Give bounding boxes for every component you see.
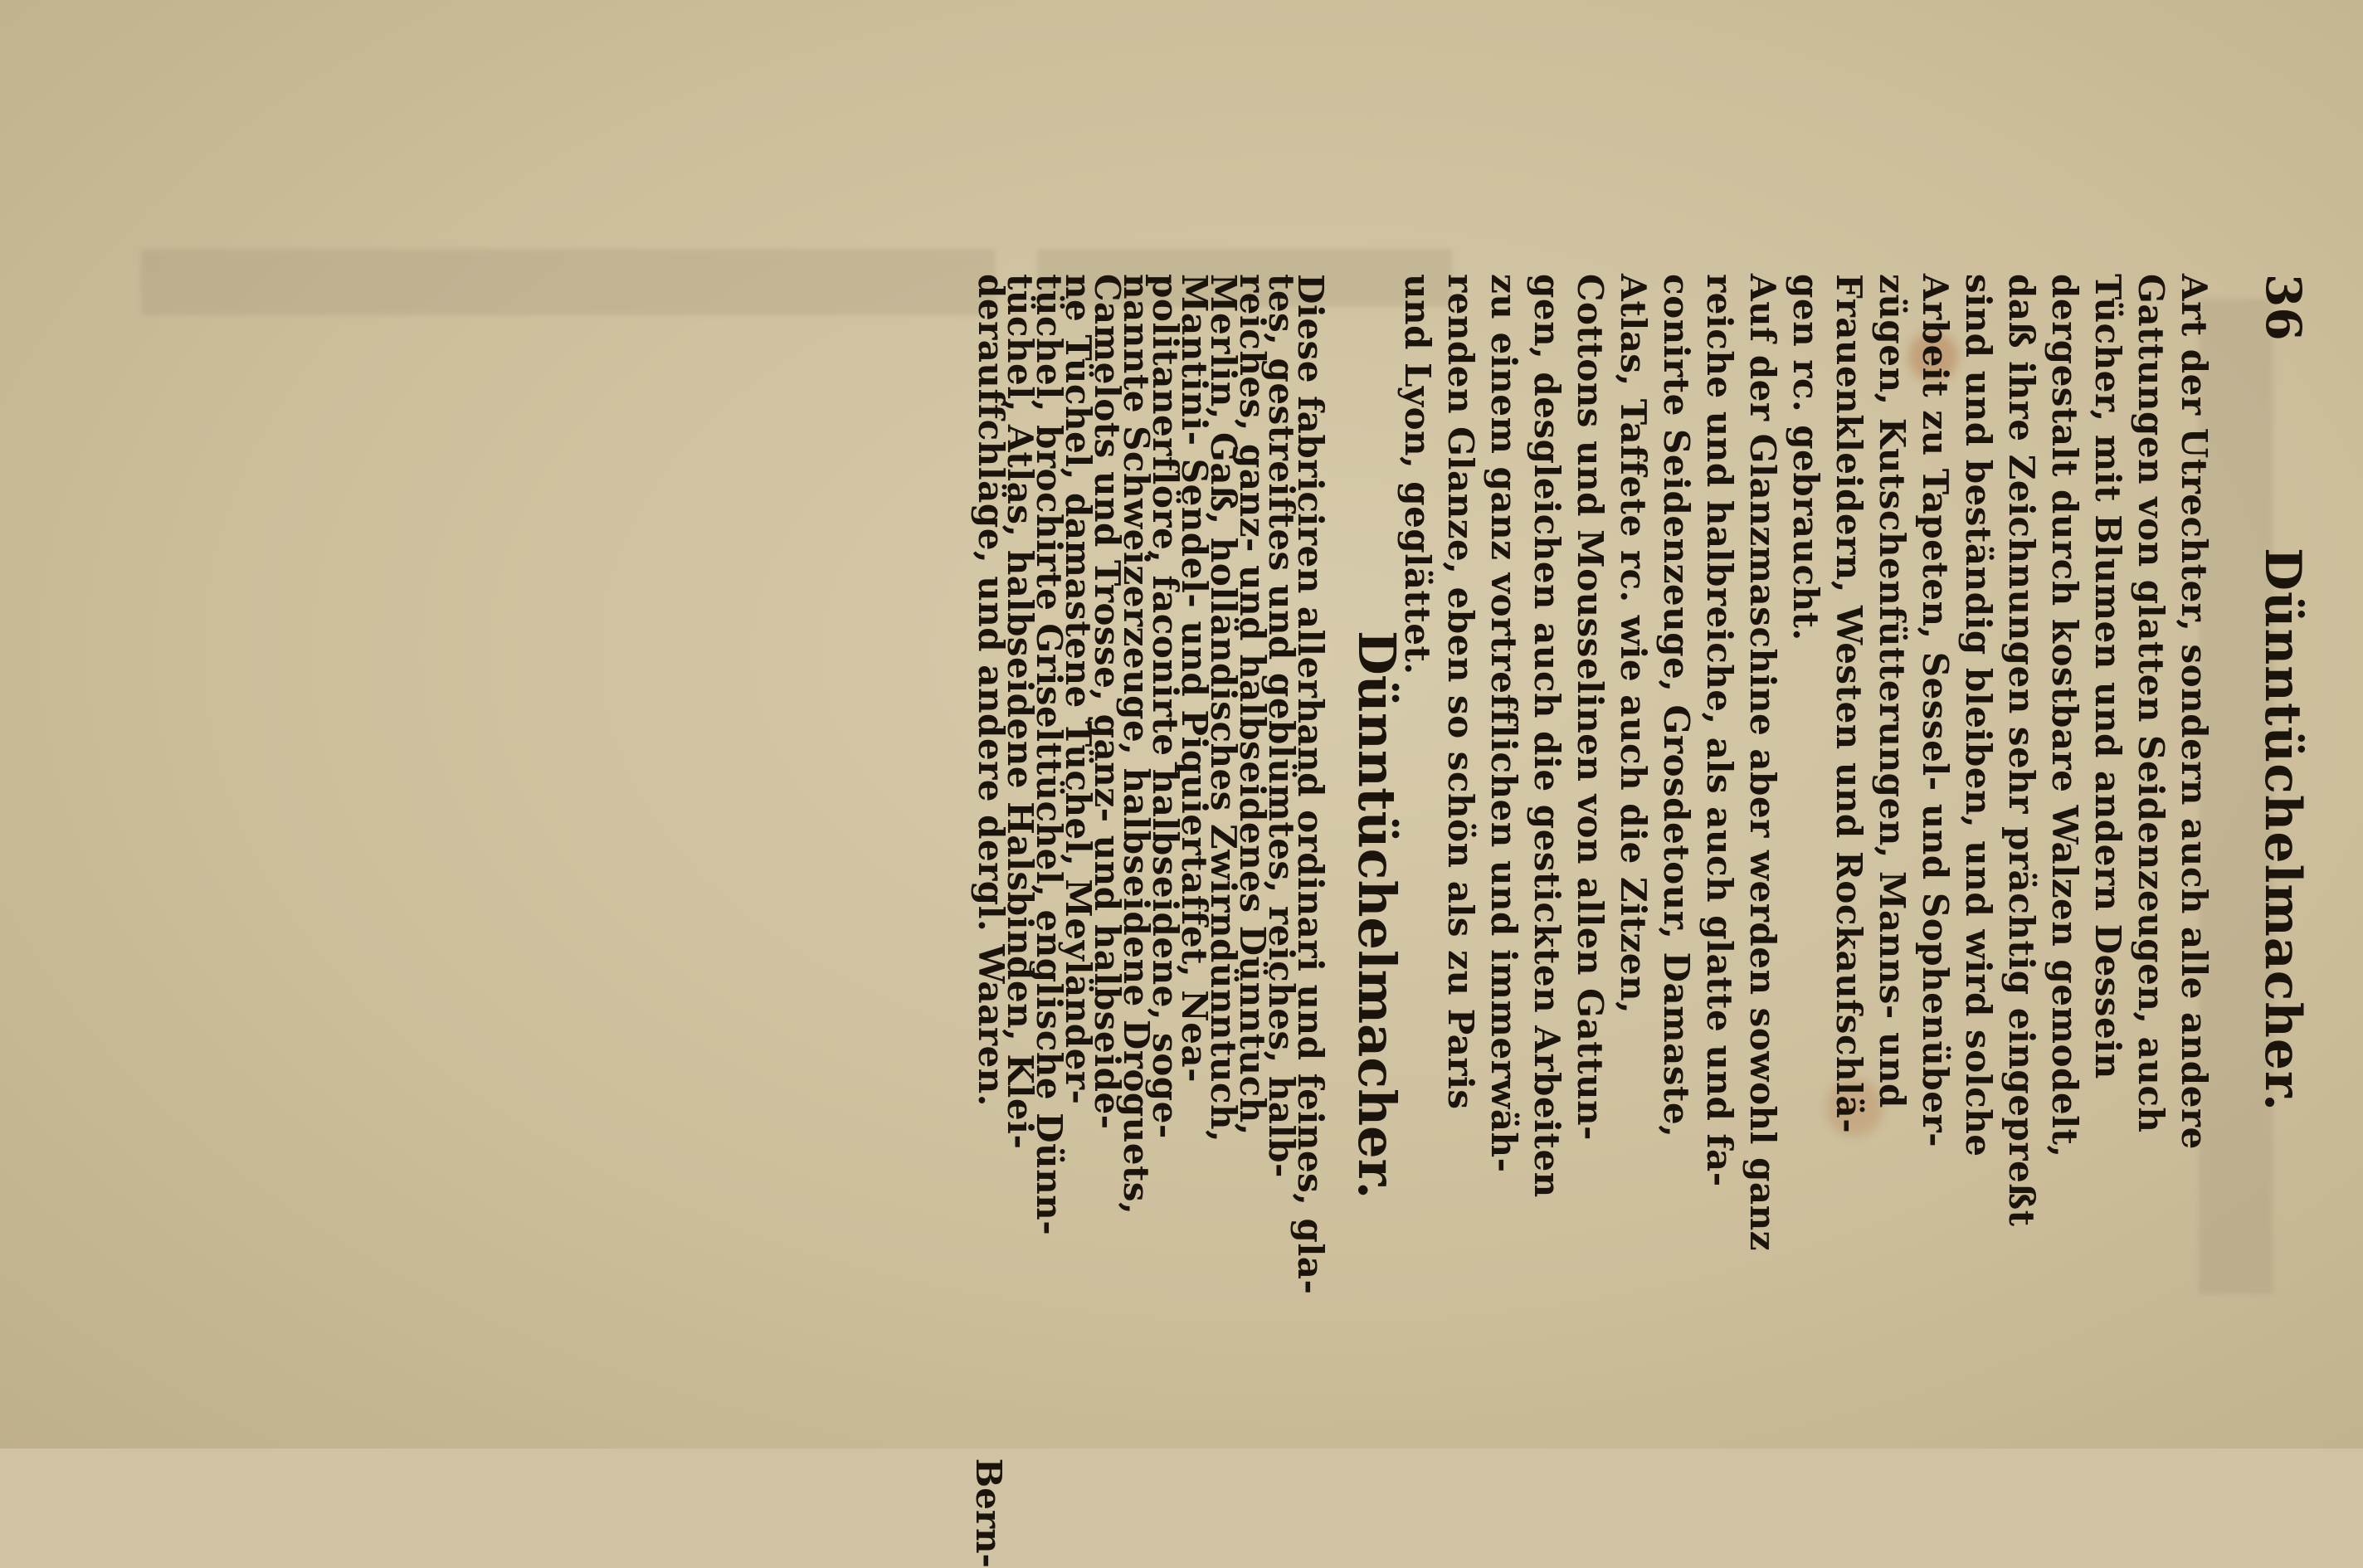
text-line: zügen, Kutschenfütterungen, Manns- und xyxy=(1872,274,1912,1108)
text-line: Merlin, Gaß, holländisches Zwirndünntuch, xyxy=(1203,274,1244,1143)
text-line: Diese fabriciren allerhand ordinari und feines, gla- xyxy=(1290,274,1331,1295)
text-line: Tücher, mit Blumen und andern Dessein xyxy=(2088,274,2128,1079)
text-line: daß ihre Zeichnungen sehr prächtig eingepreßt xyxy=(2001,274,2042,1227)
text-line: tüchel, brochirte Griselttüchel, englische Dünn- xyxy=(1029,274,1069,1236)
running-head: Dünntüchelmacher. xyxy=(2253,548,2312,1113)
text-line: Atlas, Taffete rc. wie auch die Zitzen, xyxy=(1613,274,1654,1015)
text-line: conirte Seidenzeuge, Grosdetour, Damaste, xyxy=(1656,274,1697,1138)
bleed-through-mark xyxy=(141,249,996,315)
rotated-text-block xyxy=(967,274,2312,1568)
text-line: tüchel, Atlas, halbseidene Halsbinden, Klei- xyxy=(1000,274,1040,1150)
text-line: gen, desgleichen auch die gestickten Arbeiten xyxy=(1527,274,1567,1198)
text-line: nannte Schweizerzeuge, halbseidene Droguets, xyxy=(1116,274,1157,1215)
text-line: Auf der Glanzmaschine aber werden sowohl ganz xyxy=(1742,274,1783,1252)
text-line: zu einem ganz vortrefflichen und immerwäh- xyxy=(1484,274,1524,1173)
text-line: renden Glanze, eben so schön als zu Paris xyxy=(1440,274,1481,1110)
page-header xyxy=(2245,274,2312,1568)
catchword: Bern- xyxy=(968,1458,1009,1568)
text-line: Camelots und Trosse, ganz- und halbseide- xyxy=(1087,274,1128,1130)
page-number: 36 xyxy=(2255,274,2312,341)
text-line: reiches, ganz- und halbseidenes Dünntuch, xyxy=(1232,274,1273,1136)
text-line: ne Tüchel, damastene Tüchel, Meyländer- xyxy=(1058,274,1099,1105)
text-line: Mantini- Sendel- und Piquiertaffet, Nea- xyxy=(1174,274,1215,1083)
text-line: derauffchläge, und andere dergl. Waaren. xyxy=(971,274,1011,1107)
text-line: Gattungen von glatten Seidenzeugen, auch xyxy=(2131,274,2171,1133)
text-line: Cottons und Mousselinen von allen Gattun- xyxy=(1570,274,1610,1141)
text-line: dergestalt durch kostbare Walzen gemodelt, xyxy=(2044,274,2085,1158)
text-line: reiche und halbreiche, als auch glatte und fa- xyxy=(1699,274,1740,1187)
text-line: gen rc. gebraucht. xyxy=(1786,274,1826,641)
text-line: sind und beständig bleiben, und wird solche xyxy=(1958,274,1999,1157)
section-title: Dünntüchelmacher. xyxy=(1347,631,1407,1200)
text-line: politanerflöre, faconirte halbseidene, soge- xyxy=(1145,274,1186,1139)
text-line: und Lyon, geglättet. xyxy=(1397,274,1438,675)
text-line: Frauenkleidern, Westen und Rockaufschlä- xyxy=(1829,274,1869,1134)
text-line: Art der Utrechter, sondern auch alle andere xyxy=(2174,274,2214,1150)
text-line: tes, gestreiftes und geblümtes, reiches, halb- xyxy=(1261,274,1302,1178)
text-line: Arbeit zu Tapeten, Sessel- und Sophenüber- xyxy=(1915,274,1956,1148)
